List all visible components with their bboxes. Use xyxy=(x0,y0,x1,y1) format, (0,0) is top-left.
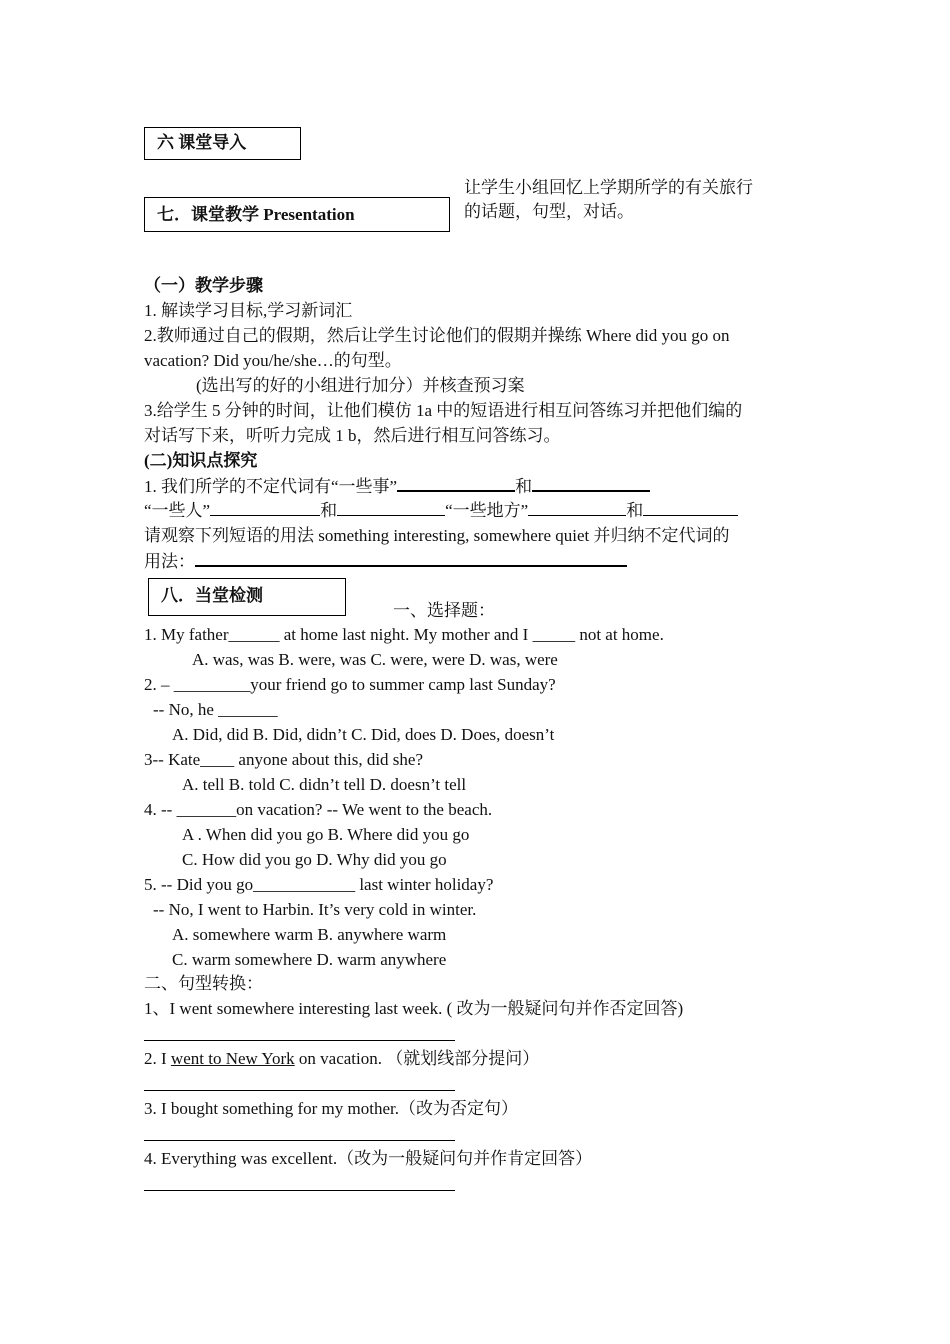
question-5-reply: -- No, I went to Harbin. It’s very cold in winter. xyxy=(153,900,477,919)
knowledge-line-4 xyxy=(144,548,627,574)
blank-people-1 xyxy=(210,498,320,516)
choice-heading: 一、选择题： xyxy=(393,601,495,620)
blank-places-1 xyxy=(528,498,626,516)
knowledge-line-2 xyxy=(144,498,738,523)
usage-label: 用法： xyxy=(144,552,195,571)
steps-heading: （一）教学步骤 xyxy=(144,276,263,295)
question-5-options-2: C. warm somewhere D. warm anywhere xyxy=(172,950,447,969)
and-label: 和 xyxy=(320,501,338,520)
steps-line-3a: 3.给学生 5 分钟的时间，让他们模仿 1a 中的短语进行相互问答练习并把他们编的 xyxy=(144,401,743,420)
steps-line-2a: 2.教师通过自己的假期，然后让学生讨论他们的假期并操练 Where did you go on xyxy=(144,326,730,345)
transform-2-suffix: on vacation. （就划线部分提问） xyxy=(294,1049,540,1068)
steps-line-1: 1. 解读学习目标,学习新词汇 xyxy=(144,301,353,320)
blank-something-2 xyxy=(532,473,650,492)
section-8-box xyxy=(148,578,346,616)
section-6-title: 六 课堂导入 xyxy=(157,133,247,152)
blank-people-2 xyxy=(337,498,445,516)
and-label: 和 xyxy=(626,501,644,520)
question-5-options-1: A. somewhere warm B. anywhere warm xyxy=(172,925,447,944)
answer-line-1 xyxy=(144,1040,455,1041)
answer-line-2 xyxy=(144,1090,455,1091)
question-2-options: A. Did, did B. Did, didn’t C. Did, does D. Does, doesn’t xyxy=(172,725,555,744)
knowledge-line-1 xyxy=(144,473,650,499)
question-3-options: A. tell B. told C. didn’t tell D. doesn’t tell xyxy=(182,775,467,794)
steps-line-2c: (选出写的好的小组进行加分）并核查预习案 xyxy=(196,376,525,395)
transform-2-prefix: 2. I xyxy=(144,1049,171,1068)
question-4-options-2: C. How did you go D. Why did you go xyxy=(182,850,447,869)
section-7-side-note-line2: 的话题，句型，对话。 xyxy=(464,202,634,221)
question-2: 2. – _________your friend go to summer camp last Sunday? xyxy=(144,675,556,694)
knowledge-something-label: 1. 我们所学的不定代词有“一些事” xyxy=(144,477,398,496)
transform-heading: 二、句型转换： xyxy=(144,974,263,993)
question-2-reply: -- No, he _______ xyxy=(153,700,278,719)
knowledge-heading: (二)知识点探究 xyxy=(144,451,258,470)
knowledge-people-label: “一些人” xyxy=(144,501,211,520)
blank-places-2 xyxy=(643,498,738,516)
question-4-options-1: A . When did you go B. Where did you go xyxy=(182,825,470,844)
knowledge-line-3: 请观察下列短语的用法 something interesting, somewhere quiet 并归纳不定代词的 xyxy=(144,526,730,545)
transform-4: 4. Everything was excellent.（改为一般疑问句并作肯定回答） xyxy=(144,1149,593,1168)
knowledge-places-label: “一些地方” xyxy=(445,501,529,520)
transform-2 xyxy=(144,1046,539,1071)
section-7-side-note-line1: 让学生小组回忆上学期所学的有关旅行 xyxy=(464,178,753,197)
and-label: 和 xyxy=(515,477,533,496)
transform-1: 1、I went somewhere interesting last week. ( 改为一般疑问句并作否定回答) xyxy=(144,999,684,1018)
section-6-box xyxy=(144,127,301,160)
section-7-box xyxy=(144,197,450,232)
blank-something-1 xyxy=(397,473,515,492)
question-3: 3-- Kate____ anyone about this, did she? xyxy=(144,750,424,769)
answer-line-4 xyxy=(144,1190,455,1191)
question-1: 1. My father______ at home last night. My mother and I _____ not at home. xyxy=(144,625,664,644)
section-8-title: 八．当堂检测 xyxy=(161,586,263,605)
blank-usage xyxy=(195,548,627,567)
transform-3: 3. I bought something for my mother.（改为否定句） xyxy=(144,1099,518,1118)
steps-line-3b: 对话写下来，听听力完成 1 b，然后进行相互问答练习。 xyxy=(144,426,561,445)
answer-line-3 xyxy=(144,1140,455,1141)
steps-line-2b: vacation? Did you/he/she…的句型。 xyxy=(144,351,402,370)
transform-2-underlined: went to New York xyxy=(170,1049,295,1068)
question-5: 5. -- Did you go____________ last winter holiday? xyxy=(144,875,494,894)
question-4: 4. -- _______on vacation? -- We went to the beach. xyxy=(144,800,493,819)
section-7-title: 七．课堂教学 Presentation xyxy=(157,205,355,224)
question-1-options: A. was, was B. were, was C. were, were D. was, were xyxy=(192,650,558,669)
